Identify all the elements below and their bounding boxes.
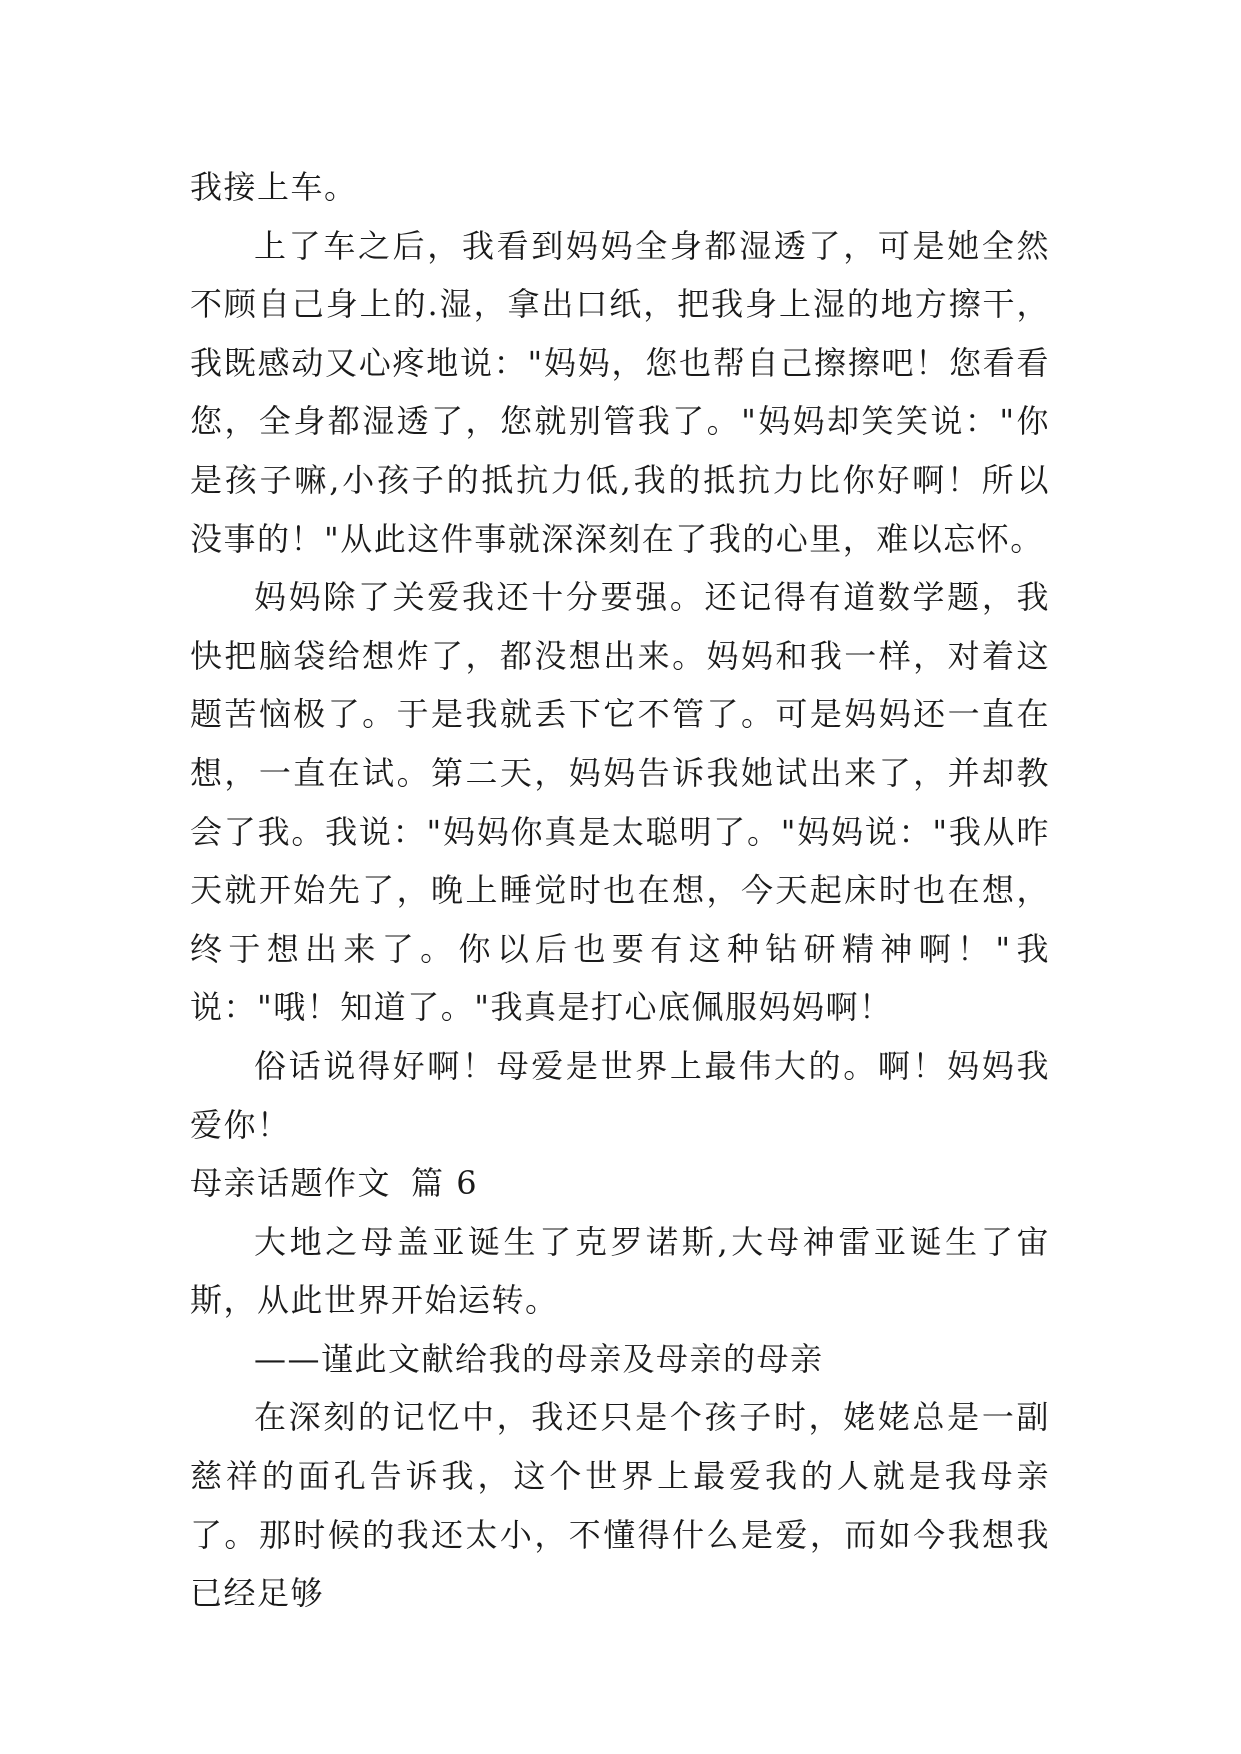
- document-body: [190, 158, 1050, 1623]
- essay-heading: [190, 1154, 1050, 1213]
- paragraph-math-story: 妈妈除了关爱我还十分要强。还记得有道数学题，我快把脑袋给想炸了，都没想出来。妈妈和我一样，对着这题苦恼极了。于是我就丢下它不管了。可是妈妈还一直在想，一直在试。第二天，妈妈告诉我她试出来了，并却教会了我。我说："妈妈你真是太聪明了。"妈妈说："我从昨天就开始先了，晚上睡觉时也在想，今天起床时也在想，终于想出来了。你以后也要有这种钻研精神啊！"我说："哦！知道了。"我真是打心底佩服妈妈啊！: [190, 578, 1050, 1027]
- essay-heading-title: 母亲话题作文: [190, 1164, 392, 1203]
- essay-heading-number: 篇 6: [411, 1164, 479, 1203]
- paragraph-myth-intro: 大地之母盖亚诞生了克罗诺斯,大母神雷亚诞生了宙斯，从此世界开始运转。: [190, 1222, 1050, 1320]
- paragraph-memory: 在深刻的记忆中，我还只是个孩子时，姥姥总是一副慈祥的面孔告诉我，这个世界上最爱我的人就是我母亲了。那时候的我还太小，不懂得什么是爱，而如今我想我已经足够: [190, 1398, 1050, 1613]
- paragraph-car-story: 上了车之后，我看到妈妈全身都湿透了，可是她全然不顾自己身上的.湿，拿出口纸，把我身上湿的地方擦干，我既感动又心疼地说："妈妈，您也帮自己擦擦吧！您看看您，全身都湿透了，您就别管我了。"妈妈却笑笑说："你是孩子嘛,小孩子的抵抗力低,我的抵抗力比你好啊！所以没事的！"从此这件事就深深刻在了我的心里，难以忘怀。: [190, 226, 1050, 558]
- paragraph-continuation: 我接上车。: [190, 168, 358, 206]
- paragraph-dedication: ——谨此文献给我的母亲及母亲的母亲: [254, 1339, 824, 1378]
- paragraph-conclusion: 俗话说得好啊！母爱是世界上最伟大的。啊！妈妈我爱你！: [190, 1046, 1050, 1144]
